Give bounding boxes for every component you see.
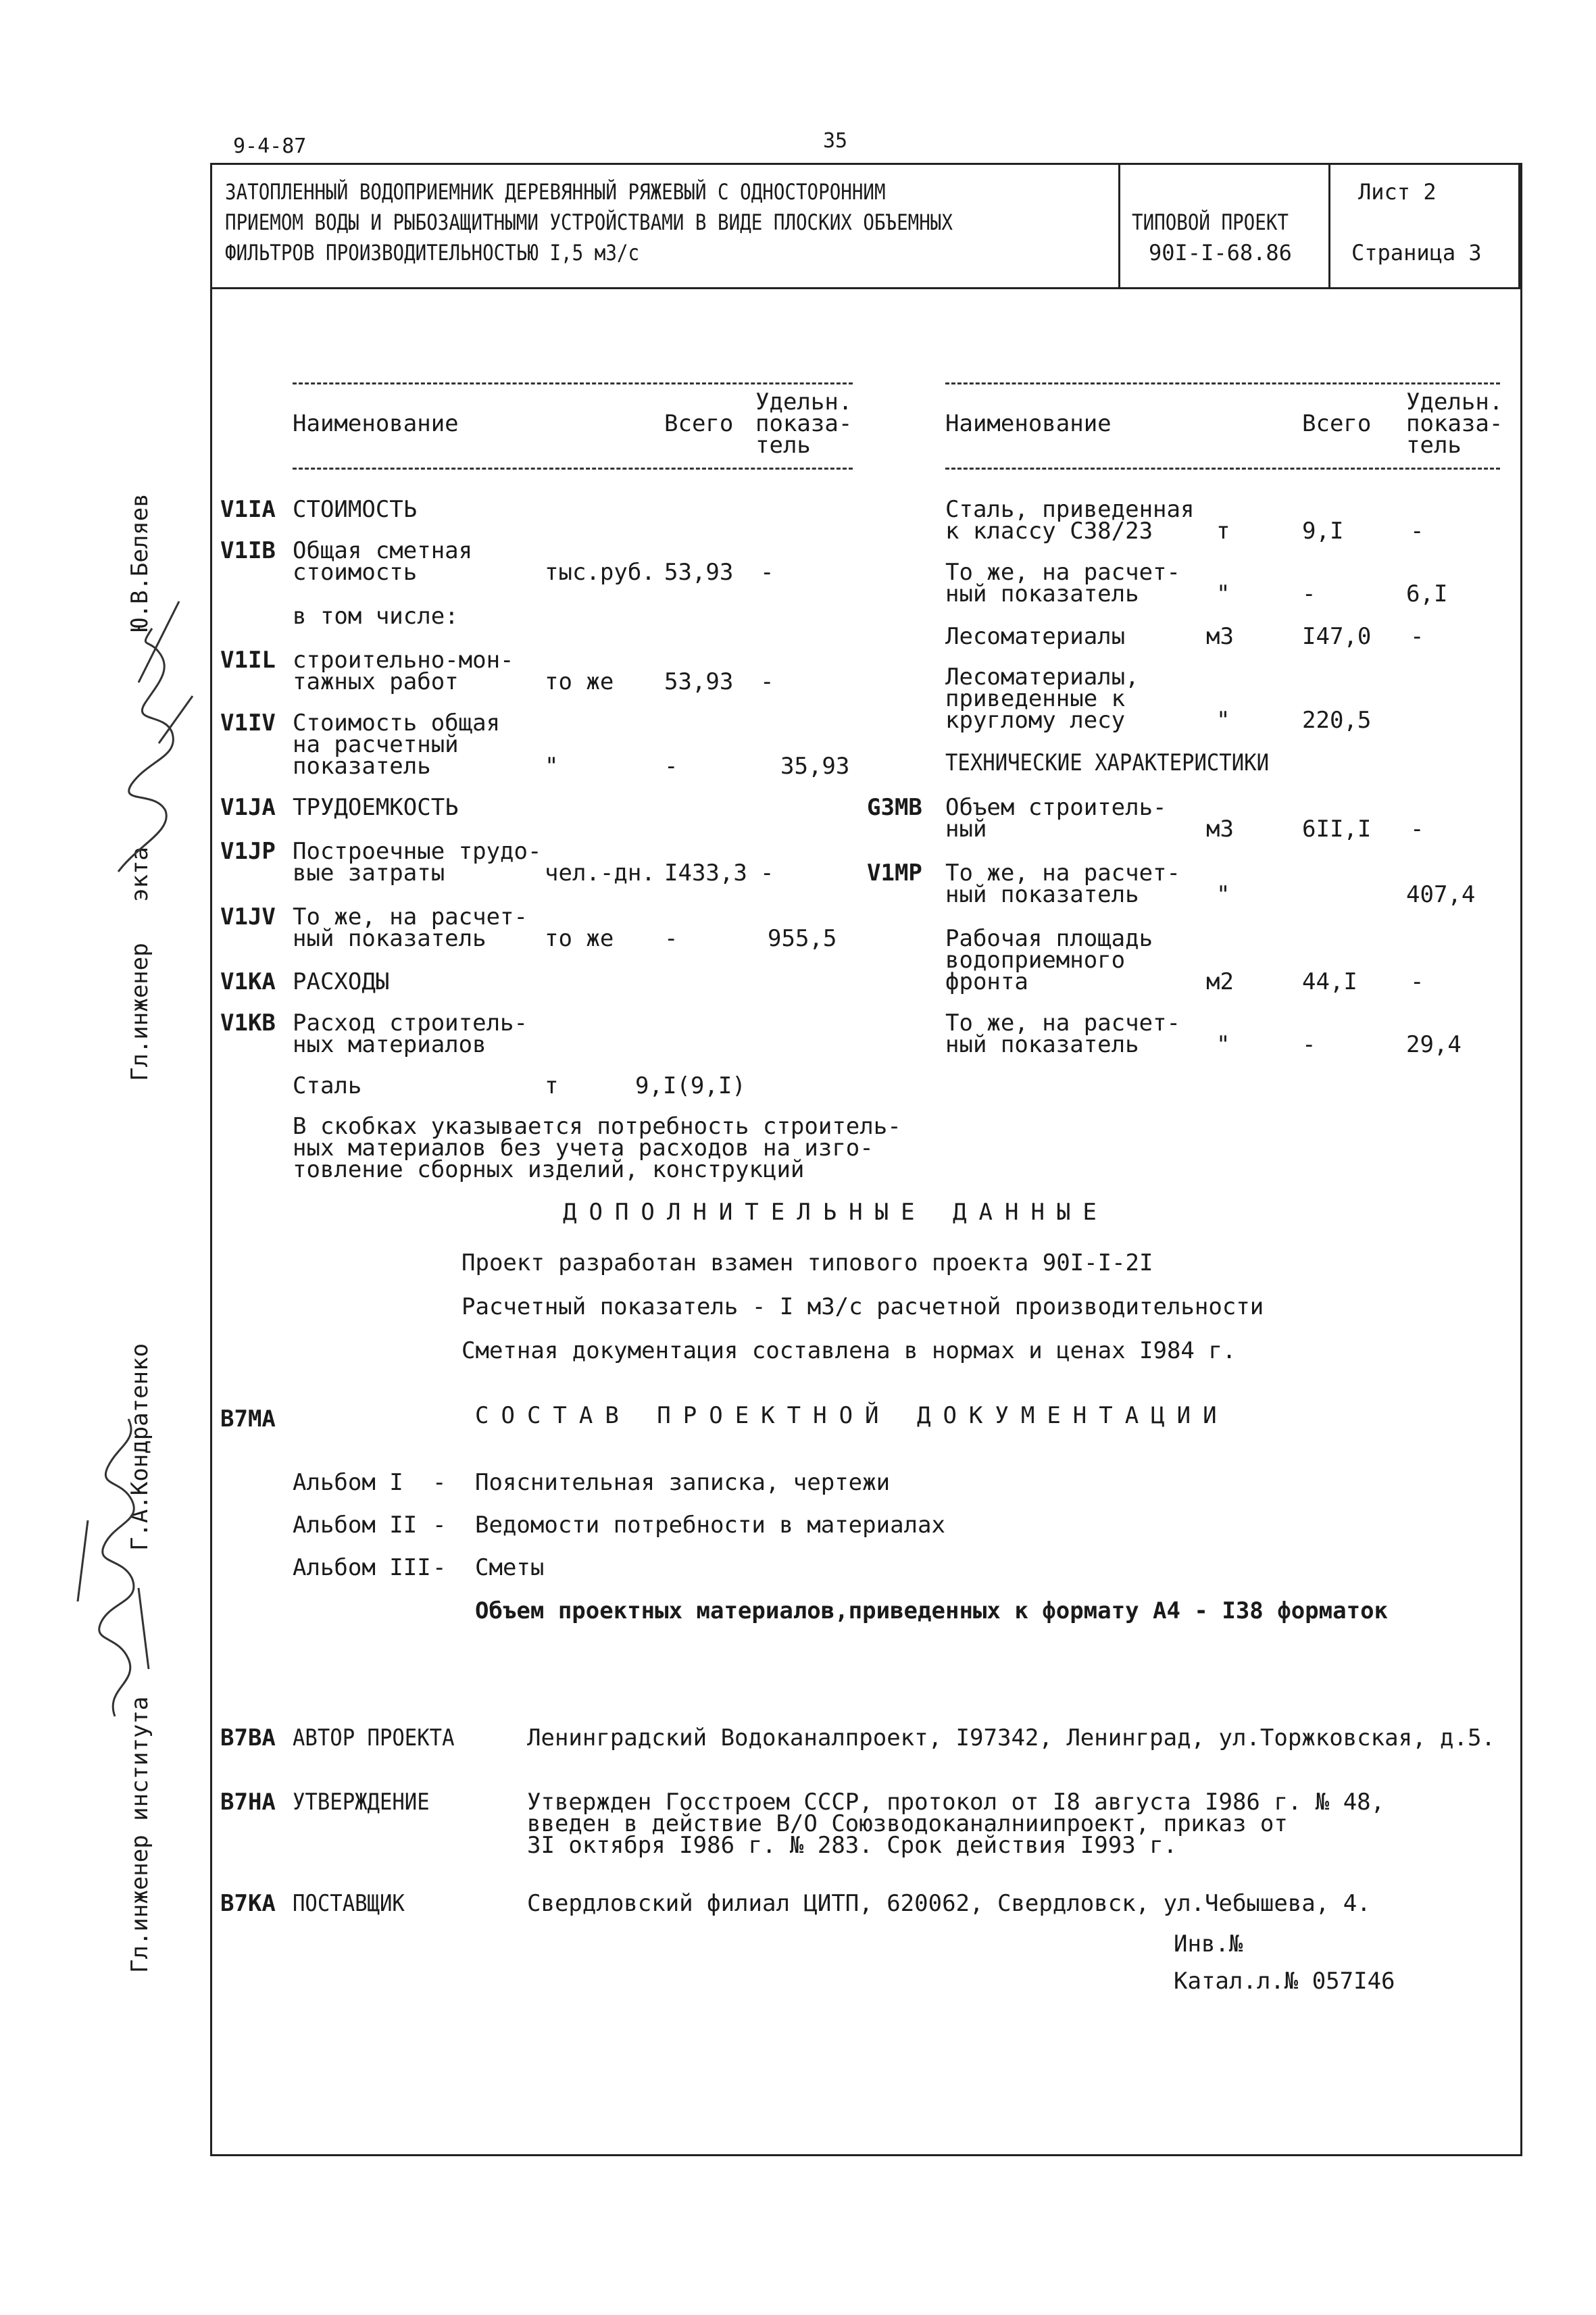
left-row-code: V1IV: [220, 710, 276, 737]
right-row-unit: ": [1216, 881, 1230, 908]
left-row-name: строительно-мон-: [293, 647, 514, 674]
left-row-total: 53,93: [664, 559, 734, 586]
left-row-unit: чел.-дн.: [545, 860, 655, 887]
left-header-spec-1: Удельн.: [755, 389, 853, 416]
right-row-name: приведенные к: [945, 685, 1126, 712]
right-row-name: ный показатель: [945, 580, 1139, 607]
right-header-spec-1: Удельн.: [1406, 389, 1503, 416]
right-row-name: фронта: [945, 968, 1028, 995]
composition-code: B7MA: [220, 1405, 276, 1433]
album-text: Сметы: [475, 1554, 545, 1581]
left-row-code: V1KA: [220, 968, 276, 995]
author-text: Ленинградский Водоканалпроект, I97342, Ленинград, ул.Торжковская, д.5.: [527, 1724, 1495, 1751]
additional-heading: ДОПОЛНИТЕЛЬНЫЕ ДАННЫЕ: [563, 1199, 1109, 1226]
left-header-spec-3: тель: [755, 432, 811, 459]
left-row-total: I433,3: [664, 860, 747, 887]
right-header-spec-2: показа-: [1406, 410, 1503, 437]
left-row-name: Общая сметная: [293, 537, 473, 564]
left-row-name: показатель: [293, 753, 431, 780]
engineer-title: Гл.инженер: [126, 943, 153, 1081]
left-row-name: стоимость: [293, 559, 418, 586]
additional-line-3: Сметная документация составлена в нормах и ценах I984 г.: [462, 1337, 1237, 1364]
album-text: Пояснительная записка, чертежи: [475, 1469, 891, 1496]
left-row-name: вые затраты: [293, 860, 445, 887]
left-row-name: Расход строитель-: [293, 1010, 528, 1037]
right-row-unit: ": [1216, 580, 1230, 607]
left-row-name: То же, на расчет-: [293, 903, 528, 930]
right-row-unit: ": [1216, 1031, 1230, 1058]
left-row-total: -: [664, 925, 678, 952]
left-header-name: Наименование: [293, 410, 459, 437]
right-row-name: к классу С38/23: [945, 518, 1153, 545]
right-row-spec: 407,4: [1406, 881, 1476, 908]
catalog-number: Катал.л.№ 057I46: [1174, 1968, 1395, 1995]
left-row-spec: 35,93: [780, 753, 850, 780]
signature-belyaev: [91, 588, 199, 885]
right-row-name: ный показатель: [945, 1031, 1139, 1058]
right-row-name: водоприемного: [945, 947, 1126, 974]
album-dash: -: [432, 1469, 447, 1496]
left-row-name: ТРУДОЕМКОСТЬ: [293, 794, 459, 821]
left-row-name: Сталь: [293, 1072, 362, 1099]
right-row-name: То же, на расчет-: [945, 1010, 1180, 1037]
institute-name: Г.А.Кондратенко: [126, 1343, 153, 1551]
composition-heading: СОСТАВ ПРОЕКТНОЙ ДОКУМЕНТАЦИИ: [475, 1402, 1229, 1429]
right-row-name: круглому лесу: [945, 707, 1126, 734]
approval-code: B7HA: [220, 1789, 276, 1816]
page-label: Страница 3: [1351, 240, 1482, 266]
right-row-name: ный: [945, 816, 987, 843]
album-label: Альбом I: [293, 1469, 403, 1496]
left-row-name: ных материалов: [293, 1031, 487, 1058]
signature-kondratenko: [64, 1399, 166, 1723]
right-row-spec: 6,I: [1406, 580, 1448, 607]
right-row-unit: т: [1216, 518, 1230, 545]
institute-title: Гл.инженер института: [126, 1696, 153, 1973]
title-line-3: ФИЛЬТРОВ ПРОИЗВОДИТЕЛЬНОСТЬЮ I,5 м3/с: [225, 240, 640, 266]
right-row-name: ный показатель: [945, 881, 1139, 908]
left-row-name: в том числе:: [293, 603, 459, 630]
left-row-code: V1JV: [220, 903, 276, 930]
left-row-unit: тыс.руб.: [545, 559, 655, 586]
right-row-spec: 29,4: [1406, 1031, 1462, 1058]
left-row-total: -: [664, 753, 678, 780]
left-row-unit: то же: [545, 668, 614, 695]
left-row-name: ный показатель: [293, 925, 487, 952]
right-row-spec: -: [1410, 518, 1424, 545]
album-label: Альбом III: [293, 1554, 431, 1581]
right-row-total: -: [1302, 1031, 1316, 1058]
left-row-total: 9,I(9,I): [635, 1072, 746, 1099]
approval-label: УТВЕРЖДЕНИЕ: [293, 1789, 430, 1816]
right-row-name: То же, на расчет-: [945, 559, 1180, 586]
right-row-name: Лесоматериалы,: [945, 664, 1139, 691]
right-row-code: G3MB: [867, 794, 922, 821]
right-row-name: То же, на расчет-: [945, 860, 1180, 887]
left-row-name: Построечные трудо-: [293, 838, 542, 865]
right-row-name: Сталь, приведенная: [945, 496, 1195, 523]
right-row-unit: м3: [1206, 623, 1234, 650]
left-row-spec: 955,5: [768, 925, 837, 952]
left-row-code: V1KB: [220, 1010, 276, 1037]
supplier-text: Свердловский филиал ЦИТП, 620062, Свердловск, ул.Чебышева, 4.: [527, 1890, 1371, 1917]
right-row-total: 6II,I: [1302, 816, 1372, 843]
sheet-label: Лист 2: [1358, 179, 1437, 205]
left-row-unit: ": [545, 753, 559, 780]
inventory-number: Инв.№: [1174, 1931, 1243, 1958]
right-row-name: Объем строитель-: [945, 794, 1167, 821]
approval-line-1: Утвержден Госстроем СССР, протокол от I8 августа I986 г. № 48,: [527, 1789, 1385, 1816]
left-row-name: Стоимость общая: [293, 710, 501, 737]
right-row-name: Лесоматериалы: [945, 623, 1126, 650]
left-row-code: V1JA: [220, 794, 276, 821]
engineer-name: Ю.В.Беляев: [126, 493, 153, 632]
left-row-unit: т: [545, 1072, 559, 1099]
right-row-unit: м2: [1206, 968, 1234, 995]
engineer-suffix: экта: [126, 847, 153, 902]
right-header-spec-3: тель: [1406, 432, 1462, 459]
right-row-spec: -: [1410, 623, 1424, 650]
left-row-code: V1IA: [220, 496, 276, 523]
left-row-total: 53,93: [664, 668, 734, 695]
author-code: B7BA: [220, 1724, 276, 1751]
additional-line-1: Проект разработан взамен типового проекта 90I-I-2I: [462, 1249, 1153, 1276]
title-line-2: ПРИЕМОМ ВОДЫ И РЫБОЗАЩИТНЫМИ УСТРОЙСТВАМИ В ВИДЕ ПЛОСКИХ ОБЪЕМНЫХ: [225, 209, 953, 235]
footnote-line-2: ных материалов без учета расходов на изго-: [293, 1135, 874, 1162]
supplier-code: B7KA: [220, 1890, 276, 1917]
project-label: ТИПОВОЙ ПРОЕКТ: [1132, 209, 1289, 235]
left-row-name: на расчетный: [293, 731, 459, 758]
album-label: Альбом II: [293, 1512, 418, 1539]
right-row-spec: -: [1410, 968, 1424, 995]
author-label: АВТОР ПРОЕКТА: [293, 1724, 455, 1751]
album-text: Ведомости потребности в материалах: [475, 1512, 945, 1539]
left-row-code: V1IL: [220, 647, 276, 674]
right-row-total: 9,I: [1302, 518, 1344, 545]
series-number: 9-4-87: [233, 134, 307, 158]
right-row-name: ТЕХНИЧЕСКИЕ ХАРАКТЕРИСТИКИ: [945, 749, 1269, 776]
right-row-total: 220,5: [1302, 707, 1372, 734]
right-header-name: Наименование: [945, 410, 1112, 437]
right-row-total: 44,I: [1302, 968, 1357, 995]
left-row-unit: то же: [545, 925, 614, 952]
left-header-total: Всего: [664, 410, 734, 437]
right-header-total: Всего: [1302, 410, 1372, 437]
left-row-spec: -: [760, 860, 774, 887]
right-row-total: -: [1302, 580, 1316, 607]
left-row-spec: -: [760, 559, 774, 586]
right-row-total: I47,0: [1302, 623, 1372, 650]
left-row-spec: -: [760, 668, 774, 695]
album-dash: -: [432, 1554, 447, 1581]
approval-line-3: 3I октября I986 г. № 283. Срок действия I993 г.: [527, 1832, 1178, 1859]
right-row-code: V1MP: [867, 860, 922, 887]
project-number: 90I-I-68.86: [1149, 240, 1292, 266]
supplier-label: ПОСТАВЩИК: [293, 1890, 405, 1917]
left-row-name: РАСХОДЫ: [293, 968, 390, 995]
album-dash: -: [432, 1512, 447, 1539]
page-number: 35: [823, 129, 848, 153]
approval-line-2: введен в действие В/О Союзводоканалниипроект, приказ от: [527, 1810, 1288, 1837]
right-row-name: Рабочая площадь: [945, 925, 1153, 952]
right-row-unit: м3: [1206, 816, 1234, 843]
left-row-name: СТОИМОСТЬ: [293, 496, 418, 523]
left-row-code: V1IB: [220, 537, 276, 564]
title-line-1: ЗАТОПЛЕННЫЙ ВОДОПРИЕМНИК ДЕРЕВЯННЫЙ РЯЖЕВЫЙ С ОДНОСТОРОННИМ: [225, 179, 886, 205]
left-header-spec-2: показа-: [755, 410, 853, 437]
left-row-name: тажных работ: [293, 668, 459, 695]
footnote-line-3: товление сборных изделий, конструкций: [293, 1156, 805, 1183]
volume-text: Объем проектных материалов,приведенных к формату А4 - I38 форматок: [475, 1597, 1389, 1624]
footnote-line-1: В скобках указывается потребность строитель-: [293, 1113, 901, 1140]
additional-line-2: Расчетный показатель - I м3/с расчетной производительности: [462, 1293, 1264, 1320]
right-row-unit: ": [1216, 707, 1230, 734]
left-row-code: V1JP: [220, 838, 276, 865]
right-row-spec: -: [1410, 816, 1424, 843]
